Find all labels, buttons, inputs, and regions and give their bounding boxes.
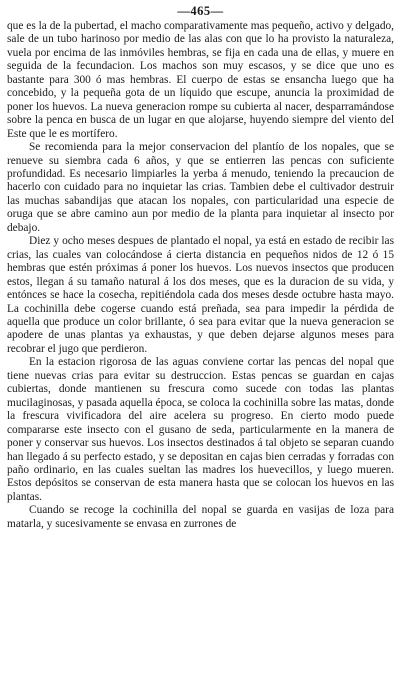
paragraph-4: En la estacion rigorosa de las aguas conviene cortar las pencas del nopal que tiene nuevas crias para evitar su destruccion. Estas pencas se guardan en cajas cubiertas, donde mantienen su frescura como sucede con todas las plantas mucilaginosas, y pasada aquella época, se coloca la cochinilla sobre las matas, donde la frescura vivificadora del aire acelera su progreso. En cierto modo puede compararse este insecto con el gusano de seda, particularmente en la manera de poner y conservar sus huevos. Los insectos destinados á tal objeto se separan cuando han llegado á su perfecto estado, y se depositan en cajas bien cerradas y forradas con paño ordinario, en las cuales sueltan las madres los huevecillos, y luego mueren. Estos depósitos se conservan de esta manera hasta que se colocan los huevos en las plantas. xyxy=(7,356,394,503)
paragraph-3: Diez y ocho meses despues de plantado el nopal, ya está en estado de recibir las crias, las cuales van colocándose á cierta distancia en pequeños nidos de 12 ó 15 hembras que estén próximas á poner los huevos. Los nuevos insectos que producen estos, llegan á su tamaño natural á los dos meses, que es la duracion de su vida, y entónces se hace la cosecha, repitiéndola cada dos meses desde octubre hasta mayo. La cochinilla debe cogerse cuando está preñada, sea para impedir la pérdida de aquella que produce un color brillante, ó sea para evitar que la nueva generacion se apodere de unas plantas ya exhaustas, y que deben dejarse algunos meses para recobrar el jugo que perdieron. xyxy=(7,235,394,355)
paragraph-2: Se recomienda para la mejor conservacion del plantío de los nopales, que se renueve su siembra cada 6 años, y que se entierren las pencas con suficiente profundidad. Es necesario limpiarles la yerba á menudo, teniendo la precaucion de hacerlo con cuidado para no inquietar las crias. Tambien debe el cultivador destruir las muchas sabandijas que atacan los nopales, con particularidad una especie de oruga que se abre camino aun por medio de la planta para inquietar al insecto por debajo. xyxy=(7,141,394,234)
paragraph-5: Cuando se recoge la cochinilla del nopal se guarda en vasijas de loza para matarla, y sucesivamente se envasa en zurrones de xyxy=(7,504,394,530)
paragraph-1: que es la de la pubertad, el macho comparativamente mas pequeño, activo y delgado, sale de un tubo harinoso por medio de las alas con que lo ha provisto la naturaleza, vuela por encima de las inmóviles hembras, se fija en cada una de ellas, y muere en seguida de la fecundacion. Los machos son muy escasos, y se dice que uno es bastante para 300 ó mas hembras. El cuerpo de estas se ensancha luego que ha concebido, y la pequeña gota de un líquido que escupe, anuncia la proximidad de poner los huevos. La nueva generacion rompe su cubierta al nacer, desparramándose sobre la penca en busca de un lugar en que alojarse, huyendo siempre del viento del Este que le es mortífero. xyxy=(7,20,394,140)
page-number: —465— xyxy=(177,4,224,18)
